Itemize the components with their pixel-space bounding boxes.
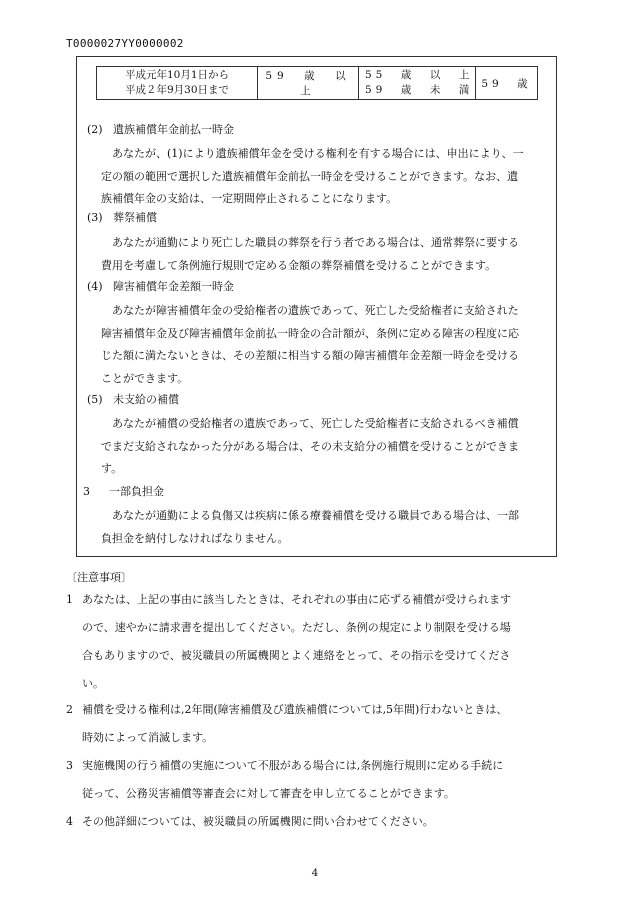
- age-cell-2-line-1: 55 歳 以 上: [365, 69, 474, 81]
- text-line: あなたは、上記の事由に該当したときは、それぞれの事由に応ずる補償が受けられます: [82, 593, 511, 606]
- text-line: 合もありますので、被災職員の所属機関とよく連絡をとって、その指示を受けてくださ: [82, 649, 511, 662]
- text-line: あなたが、(1)により遺族補償年金を受ける権利を有する場合には、申出により、一: [101, 147, 524, 160]
- table-row: [97, 67, 538, 100]
- text-line: じた額に満たないときは、その差額に相当する額の障害補償年金差額一時金を受ける: [101, 349, 519, 362]
- section-number: 3: [83, 485, 90, 498]
- section-number: (5): [87, 393, 103, 406]
- note-item: [66, 752, 554, 808]
- note-number: 3: [66, 759, 73, 772]
- note-item: [66, 586, 554, 698]
- period-line-2: 平成２年9月30日まで: [124, 84, 230, 96]
- page-number: 4: [311, 867, 319, 879]
- age-cell-2: [359, 67, 476, 100]
- age-cell-1: 59 歳 以 上: [258, 67, 359, 100]
- text-line: ことができます。: [101, 371, 189, 385]
- text-line: 費用を考慮して条例施行規則で定める金額の葬祭補償を受けることができます。: [101, 258, 497, 272]
- text-line: ので、速やかに請求書を提出してください。ただし、条例の規定により制限を受ける場: [82, 621, 511, 634]
- text-line: 実施機関の行う補償の実施について不服がある場合には,条例施行規則に定める手続に: [82, 759, 504, 772]
- section-heading: [87, 278, 234, 294]
- section-heading: [87, 121, 234, 137]
- section-title: 一部負担金: [109, 485, 164, 498]
- text-line: でまだ支給されなかった分がある場合は、その未支給分の補償を受けることができま: [101, 439, 519, 453]
- text-line: 定の額の範囲で選択した遺族補償年金前払一時金を受けることができます。なお、遺: [101, 169, 519, 183]
- text-line: 補償を受ける権利は,2年間(障害補償及び遺族補償については,5年間)行わないときは、: [82, 703, 508, 716]
- text-line: 族補償年金の支給は、一定期間停止されることになります。: [101, 192, 398, 205]
- text-line: あなたが補償の受給権者の遺族であって、死亡した受給権者に支給されるべき補償: [101, 417, 519, 430]
- note-item: [66, 696, 554, 752]
- text-line: あなたが通勤により死亡した職員の葬祭を行う者である場合は、通常葬祭に要する: [101, 236, 519, 249]
- content-frame: [76, 56, 557, 557]
- section-number: (3): [87, 211, 103, 224]
- notes-title: 〔注意事項〕: [66, 571, 132, 584]
- section-heading: [87, 209, 157, 225]
- section-heading: [87, 391, 179, 407]
- text-line: 時効によって消滅します。: [82, 731, 214, 744]
- text-line: い。: [82, 677, 104, 690]
- age-table: [96, 66, 538, 100]
- period-line-1: 平成元年10月1日から: [124, 69, 230, 81]
- section-title: 未支給の補償: [113, 393, 179, 406]
- section-title: 遺族補償年金前払一時金: [113, 123, 234, 136]
- age-cell-3: 59 歳: [476, 67, 538, 100]
- note-item: [66, 808, 554, 836]
- text-line: あなたが障害補償年金の受給権者の遺族であって、死亡した受給権者に支給された: [101, 304, 519, 317]
- text-line: 負担金を納付しなければなりません。: [101, 531, 289, 545]
- text-line: その他詳細については、被災職員の所属機関に問い合わせてください。: [82, 815, 434, 828]
- age-cell-2-line-2: 59 歳 未 満: [365, 84, 474, 96]
- section-title: 葬祭補償: [113, 211, 157, 224]
- section-body: [101, 413, 553, 481]
- text-line: あなたが通勤による負傷又は疾病に係る療養補償を受ける職員である場合は、一部: [101, 509, 519, 522]
- document-id: T0000027YY0000002: [66, 37, 184, 50]
- note-number: 4: [66, 815, 73, 828]
- section-body: [101, 505, 553, 550]
- section-body: [101, 232, 553, 277]
- note-number: 1: [66, 593, 73, 606]
- text-line: 障害補償年金及び障害補償年金前払一時金の合計額が、条例に定める障害の程度に応: [101, 326, 519, 340]
- section-title: 障害補償年金差額一時金: [113, 280, 234, 293]
- section-body: [101, 143, 553, 211]
- section-number: (4): [87, 280, 103, 293]
- section-body: [101, 300, 553, 390]
- period-cell: [97, 67, 258, 100]
- text-line: す。: [101, 462, 123, 475]
- note-number: 2: [66, 703, 73, 716]
- text-line: 従って、公務災害補償等審査会に対して審査を申し立てることができます。: [82, 787, 455, 800]
- section-heading: [83, 483, 164, 499]
- section-number: (2): [87, 123, 103, 136]
